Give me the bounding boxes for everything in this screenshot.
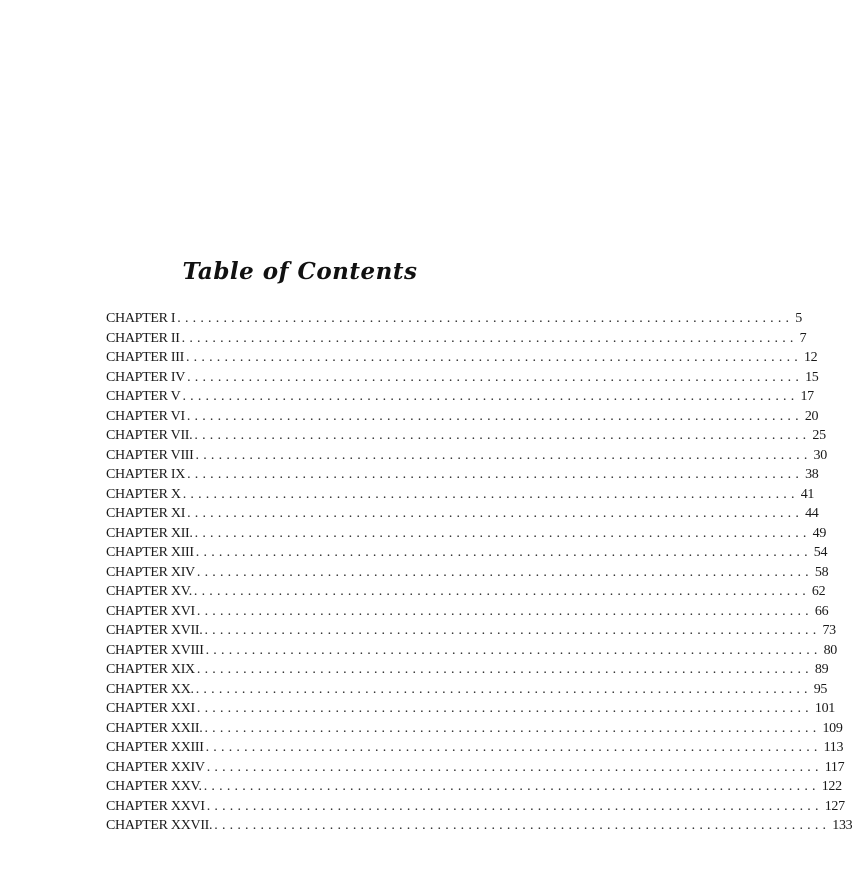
toc-leader-dots: ................................................................................ bbox=[182, 389, 799, 404]
toc-entry-page: 62 bbox=[811, 584, 826, 599]
toc-leader-dots: ................................................................................ bbox=[204, 720, 821, 736]
toc-entry-label: CHAPTER VIII bbox=[106, 447, 194, 463]
toc-entry[interactable] bbox=[106, 816, 852, 836]
toc-entry-page: 15 bbox=[805, 369, 819, 385]
toc-list bbox=[106, 309, 852, 836]
toc-leader-dots: ................................................................................ bbox=[214, 818, 831, 833]
toc-entry[interactable] bbox=[106, 524, 827, 544]
toc-leader-dots: ................................................................................ bbox=[196, 662, 813, 677]
toc-entry-label: CHAPTER XII. bbox=[106, 525, 193, 541]
toc-entry[interactable] bbox=[106, 407, 819, 427]
toc-leader-dots: ................................................................................ bbox=[195, 447, 812, 463]
toc-entry-label: CHAPTER XXIII bbox=[106, 740, 204, 755]
toc-entry-page: 133 bbox=[832, 818, 852, 833]
toc-entry-page: 89 bbox=[814, 662, 829, 677]
toc-entry-page: 101 bbox=[814, 701, 835, 716]
toc-entry-label: CHAPTER XX. bbox=[106, 681, 194, 697]
toc-entry-page: 80 bbox=[823, 642, 837, 658]
toc-entry-page: 117 bbox=[824, 759, 845, 775]
toc-entry[interactable] bbox=[106, 758, 845, 778]
toc-entry[interactable] bbox=[106, 563, 829, 583]
toc-leader-dots: ................................................................................ bbox=[196, 701, 813, 716]
toc-entry[interactable] bbox=[106, 777, 842, 797]
toc-leader-dots: ................................................................................ bbox=[205, 642, 822, 658]
toc-leader-dots: ................................................................................ bbox=[196, 603, 813, 619]
toc-leader-dots: ................................................................................ bbox=[187, 506, 804, 521]
toc-leader-dots: ................................................................................ bbox=[206, 798, 823, 814]
toc-entry[interactable] bbox=[106, 699, 835, 719]
toc-entry[interactable] bbox=[106, 446, 827, 466]
toc-entry-label: CHAPTER V bbox=[106, 389, 181, 404]
toc-entry-page: 25 bbox=[812, 428, 826, 443]
toc-entry-page: 127 bbox=[824, 798, 845, 814]
toc-entry-page: 44 bbox=[805, 506, 819, 521]
toc-entry-label: CHAPTER XIII bbox=[106, 545, 194, 560]
toc-entry[interactable] bbox=[106, 797, 845, 817]
toc-entry[interactable] bbox=[106, 485, 815, 505]
toc-entry-page: 41 bbox=[800, 486, 815, 502]
toc-leader-dots: ................................................................................ bbox=[195, 545, 812, 560]
toc-leader-dots: ................................................................................ bbox=[196, 564, 813, 580]
toc-entry-label: CHAPTER XXVI bbox=[106, 798, 205, 814]
toc-entry-label: CHAPTER XXII. bbox=[106, 720, 203, 736]
toc-leader-dots: ................................................................................ bbox=[181, 330, 798, 346]
toc-entry-label: CHAPTER XVIII bbox=[106, 642, 204, 658]
toc-entry-page: 12 bbox=[803, 350, 818, 365]
toc-leader-dots: ................................................................................ bbox=[204, 623, 821, 638]
toc-leader-dots: ................................................................................ bbox=[195, 681, 812, 697]
toc-leader-dots: ................................................................................ bbox=[205, 740, 822, 755]
toc-leader-dots: ................................................................................ bbox=[187, 369, 804, 385]
toc-entry[interactable] bbox=[106, 504, 819, 524]
toc-entry-page: 5 bbox=[795, 311, 802, 326]
toc-entry-page: 73 bbox=[822, 623, 836, 638]
toc-leader-dots: ................................................................................ bbox=[206, 759, 823, 775]
toc-entry-page: 38 bbox=[805, 467, 819, 482]
toc-entry-label: CHAPTER I bbox=[106, 311, 176, 326]
toc-entry-label: CHAPTER IX bbox=[106, 467, 186, 482]
toc-entry[interactable] bbox=[106, 465, 819, 485]
toc-leader-dots: ................................................................................ bbox=[177, 311, 794, 326]
toc-entry-page: 66 bbox=[814, 603, 829, 619]
toc-entry-label: CHAPTER XXI bbox=[106, 701, 195, 716]
toc-entry-page: 7 bbox=[799, 330, 807, 346]
toc-entry-label: CHAPTER XIX bbox=[106, 662, 195, 677]
toc-entry-label: CHAPTER XVI bbox=[106, 603, 195, 619]
toc-entry[interactable] bbox=[106, 621, 836, 641]
toc-entry[interactable] bbox=[106, 426, 826, 446]
toc-entry-label: CHAPTER XXV. bbox=[106, 779, 202, 794]
toc-entry-page: 30 bbox=[813, 447, 827, 463]
toc-entry[interactable] bbox=[106, 543, 828, 563]
toc-leader-dots: ................................................................................ bbox=[193, 584, 810, 599]
toc-entry-page: 58 bbox=[814, 564, 829, 580]
toc-entry-page: 54 bbox=[813, 545, 828, 560]
toc-entry[interactable] bbox=[106, 602, 829, 622]
toc-entry-page: 109 bbox=[822, 720, 843, 736]
toc-leader-dots: ................................................................................ bbox=[186, 408, 803, 424]
toc-entry-page: 95 bbox=[813, 681, 828, 697]
toc-entry-page: 113 bbox=[823, 740, 844, 755]
toc-entry-label: CHAPTER XXVII. bbox=[106, 818, 213, 833]
toc-entry-page: 17 bbox=[800, 389, 814, 404]
toc-entry[interactable] bbox=[106, 582, 826, 602]
toc-title: Table of Contents bbox=[182, 258, 418, 285]
toc-entry[interactable] bbox=[106, 348, 818, 368]
toc-entry-label: CHAPTER XXIV bbox=[106, 759, 205, 775]
toc-entry-label: CHAPTER VI bbox=[106, 408, 185, 424]
toc-leader-dots: ................................................................................ bbox=[194, 525, 811, 541]
toc-entry-page: 49 bbox=[812, 525, 827, 541]
toc-entry[interactable] bbox=[106, 641, 837, 661]
toc-entry-page: 122 bbox=[821, 779, 842, 794]
toc-entry[interactable] bbox=[106, 719, 843, 739]
toc-entry-label: CHAPTER XI bbox=[106, 506, 186, 521]
toc-entry-label: CHAPTER XIV bbox=[106, 564, 195, 580]
toc-leader-dots: ................................................................................ bbox=[187, 467, 804, 482]
toc-entry[interactable] bbox=[106, 368, 819, 388]
toc-leader-dots: ................................................................................ bbox=[185, 350, 802, 365]
toc-entry[interactable] bbox=[106, 738, 844, 758]
toc-entry[interactable] bbox=[106, 329, 807, 349]
toc-entry-page: 20 bbox=[804, 408, 819, 424]
toc-entry-label: CHAPTER VII. bbox=[106, 428, 193, 443]
toc-leader-dots: ................................................................................ bbox=[194, 428, 811, 443]
toc-leader-dots: ................................................................................ bbox=[203, 779, 820, 794]
toc-entry-label: CHAPTER II bbox=[106, 330, 180, 346]
toc-leader-dots: ................................................................................ bbox=[182, 486, 799, 502]
toc-entry-label: CHAPTER III bbox=[106, 350, 184, 365]
toc-entry-label: CHAPTER IV bbox=[106, 369, 186, 385]
toc-entry-label: CHAPTER XVII. bbox=[106, 623, 203, 638]
toc-entry-label: CHAPTER XV. bbox=[106, 584, 192, 599]
toc-entry[interactable] bbox=[106, 309, 802, 329]
toc-entry[interactable] bbox=[106, 387, 814, 407]
toc-entry[interactable] bbox=[106, 680, 828, 700]
toc-entry-label: CHAPTER X bbox=[106, 486, 181, 502]
toc-entry[interactable] bbox=[106, 660, 829, 680]
